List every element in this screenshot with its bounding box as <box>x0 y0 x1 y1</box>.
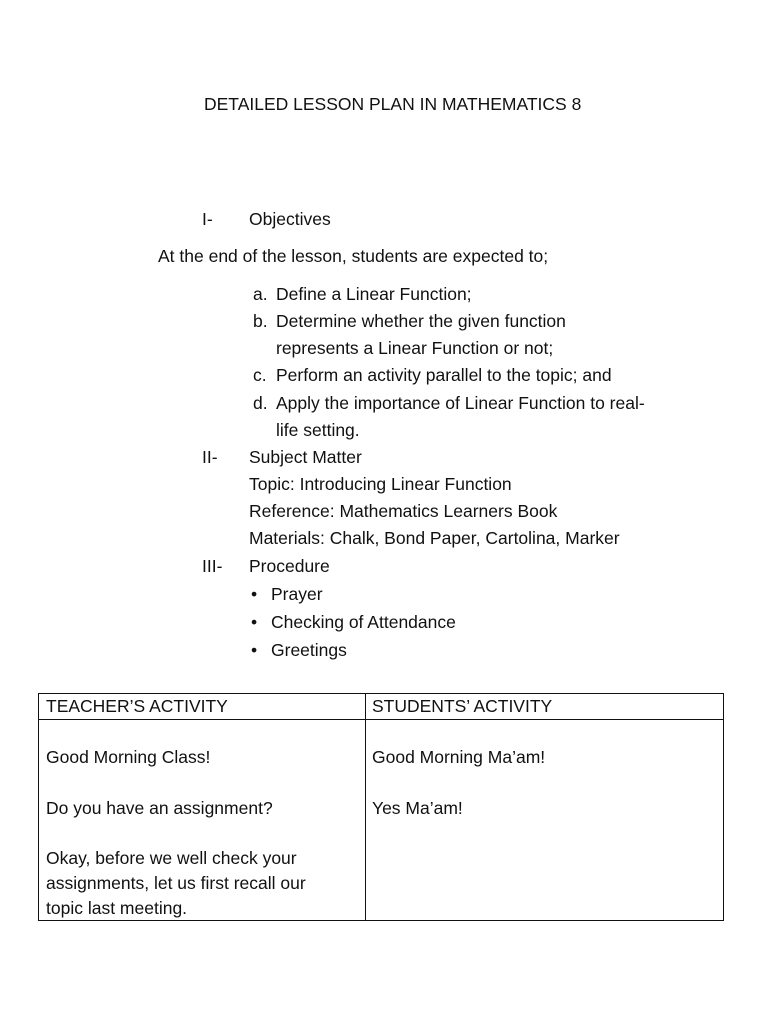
objective-marker: b. <box>253 311 268 331</box>
teacher-activity-line: topic last meeting. <box>46 898 188 918</box>
page-title: DETAILED LESSON PLAN IN MATHEMATICS 8 <box>204 94 582 114</box>
objective-text: Apply the importance of Linear Function to real- <box>276 393 645 413</box>
teacher-activity-line: Good Morning Class! <box>46 747 211 767</box>
subject-reference: Reference: Mathematics Learners Book <box>249 501 558 521</box>
teacher-activity-line: Do you have an assignment? <box>46 798 273 818</box>
activity-table <box>38 693 724 921</box>
objective-text: Determine whether the given function <box>276 311 566 331</box>
objective-text: Perform an activity parallel to the topic; and <box>276 365 612 385</box>
teacher-activity-line: assignments, let us first recall our <box>46 873 306 893</box>
objectives-intro: At the end of the lesson, students are expected to; <box>158 246 549 266</box>
subject-topic: Topic: Introducing Linear Function <box>249 474 512 494</box>
bullet-icon: • <box>251 612 258 632</box>
bullet-icon: • <box>251 584 258 604</box>
objective-text: life setting. <box>276 420 360 440</box>
section-number-subject-matter: II- <box>202 447 218 467</box>
teacher-activity-header: TEACHER’S ACTIVITY <box>46 696 228 716</box>
objective-text: represents a Linear Function or not; <box>276 338 554 358</box>
section-label-objectives: Objectives <box>249 209 331 229</box>
subject-materials: Materials: Chalk, Bond Paper, Cartolina, Marker <box>249 528 620 548</box>
section-label-subject-matter: Subject Matter <box>249 447 362 467</box>
procedure-item: Checking of Attendance <box>271 612 456 632</box>
teacher-activity-line: Okay, before we well check your <box>46 848 297 868</box>
objective-marker: c. <box>253 365 267 385</box>
students-activity-line: Yes Ma’am! <box>372 798 463 818</box>
students-activity-header: STUDENTS’ ACTIVITY <box>372 696 553 716</box>
section-label-procedure: Procedure <box>249 556 330 576</box>
table-header-divider <box>39 719 723 720</box>
objective-marker: a. <box>253 284 268 304</box>
procedure-item: Prayer <box>271 584 323 604</box>
section-number-procedure: III- <box>202 556 223 576</box>
table-column-divider <box>365 694 366 920</box>
section-number-objectives: I- <box>202 209 213 229</box>
objective-text: Define a Linear Function; <box>276 284 472 304</box>
students-activity-line: Good Morning Ma’am! <box>372 747 546 767</box>
procedure-item: Greetings <box>271 640 347 660</box>
bullet-icon: • <box>251 640 258 660</box>
objective-marker: d. <box>253 393 268 413</box>
